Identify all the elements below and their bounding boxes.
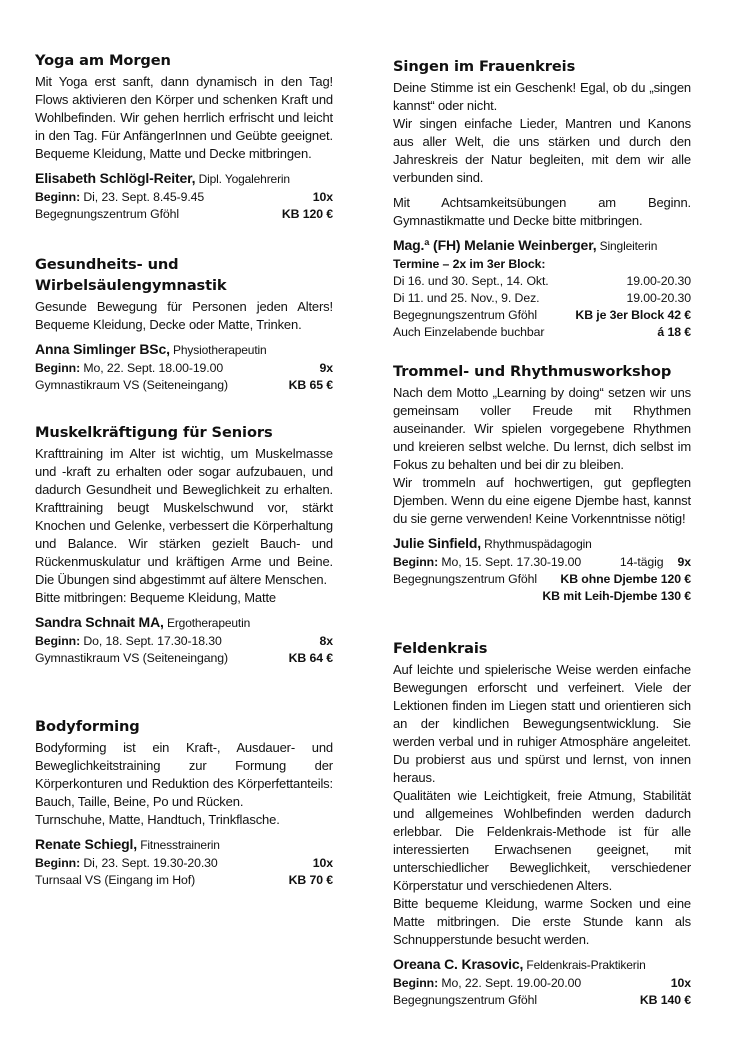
instructor-role: Rhythmuspädagogin xyxy=(481,537,592,551)
info-text: Turnsaal VS (Eingang im Hof) xyxy=(35,873,196,887)
info-row xyxy=(35,872,333,889)
course-title xyxy=(35,716,333,737)
course-title-line: Bodyforming xyxy=(35,718,140,735)
course-description: Gesunde Bewegung für Personen jeden Alters! Bequeme Kleidung, Decke oder Matte, Trinken. xyxy=(35,299,333,332)
info-value: KB 64 € xyxy=(288,651,333,665)
info-label: Beginn: xyxy=(393,555,439,569)
info-value: á 18 € xyxy=(657,325,691,339)
info-value: KB ohne Djembe 120 € xyxy=(560,572,691,586)
info-row xyxy=(393,324,691,341)
info-row xyxy=(393,975,691,992)
info-left xyxy=(393,554,620,571)
info-frequency: 14-tägig xyxy=(619,555,664,569)
info-label: Termine – 2x im 3er Block: xyxy=(393,257,546,271)
info-left xyxy=(35,633,320,650)
course-title-line: Muskelkräftigung für Seniors xyxy=(35,424,273,441)
course-title-line: Singen im Frauenkreis xyxy=(393,58,576,75)
course-yoga xyxy=(35,50,333,223)
course-body xyxy=(35,716,333,889)
course-trommel xyxy=(393,361,691,605)
course-description: Bitte mitbringen: Bequeme Kleidung, Matte xyxy=(35,590,276,605)
info-left xyxy=(35,855,313,872)
course-description: Qualitäten wie Leichtigkeit, freie Atmung, Stabilität und allgemeines Wohlbefinden werden dadurch erlebbar. Die Feldenkrais-Methode ist für alle interessierten Erwachsenen geeignet, mit unterschiedlicher Beweglichkeit, verschiedener Körperstatur und verschiedenen Alters. xyxy=(393,788,691,893)
info-value: KB 65 € xyxy=(288,378,333,392)
info-text: Mo, 22. Sept. 18.00-19.00 xyxy=(80,361,224,375)
instructor-name: Elisabeth Schlögl-Reiter, xyxy=(35,170,196,186)
instructor-name: Julie Sinfield, xyxy=(393,535,481,551)
course-description: Turnschuhe, Matte, Handtuch, Trinkflasche. xyxy=(35,812,280,827)
course-description: Bodyforming ist ein Kraft-, Ausdauer- und Beweglichkeitstraining zur Formung der Körperkonturen und Reduktion des Körperfettanteils: Bauch, Taille, Beine, Po und Rücken. xyxy=(35,740,333,809)
instructor-role: Dipl. Yogalehrerin xyxy=(195,172,290,186)
info-left xyxy=(393,324,657,341)
info-label: Beginn: xyxy=(35,190,81,204)
info-row xyxy=(393,307,691,324)
info-left xyxy=(35,206,282,223)
instructor-name: Mag.ª (FH) Melanie Weinberger, xyxy=(393,237,597,253)
info-left xyxy=(35,189,313,206)
course-singen xyxy=(393,56,691,341)
info-left xyxy=(393,975,671,992)
instructor-role: Singleiterin xyxy=(596,239,658,253)
instructor xyxy=(393,236,691,256)
info-row xyxy=(393,273,691,290)
instructor xyxy=(393,534,691,554)
info-text: Do, 18. Sept. 17.30-18.30 xyxy=(80,634,222,648)
paragraph-gap xyxy=(393,187,691,194)
course-title-line: Gesundheits- und xyxy=(35,256,179,273)
course-title xyxy=(393,56,691,77)
info-text: Di, 23. Sept. 19.30-20.30 xyxy=(80,856,218,870)
info-row xyxy=(393,571,691,588)
instructor xyxy=(393,955,691,975)
info-row xyxy=(35,360,333,377)
info-row xyxy=(35,633,333,650)
course-muskel xyxy=(35,422,333,667)
info-row xyxy=(393,992,691,1009)
info-value: 9x xyxy=(319,361,333,375)
info-label: Beginn: xyxy=(35,856,81,870)
course-title-line: Trommel- und Rhythmusworkshop xyxy=(393,363,672,380)
course-title xyxy=(393,638,691,659)
info-label: Beginn: xyxy=(35,634,81,648)
info-text: Di, 23. Sept. 8.45-9.45 xyxy=(80,190,205,204)
info-left xyxy=(393,273,626,290)
info-text: Gymnastikraum VS (Seiteneingang) xyxy=(35,651,228,665)
info-row xyxy=(35,855,333,872)
info-left xyxy=(35,377,289,394)
course-title-line: Feldenkrais xyxy=(393,640,488,657)
instructor-name: Renate Schiegl, xyxy=(35,836,138,852)
instructor-name: Oreana C. Krasovic, xyxy=(393,956,524,972)
course-description: Nach dem Motto „Learning by doing“ setzen wir uns gemeinsam voller Freude mit Rhythmen auseinander. Wir spielen vorgegebene Rhythmen und kreieren selbst welche. Du lernst, dich selbst im Fokus zu behalten und bei dir zu bleiben. xyxy=(393,385,691,472)
info-row xyxy=(35,189,333,206)
info-left xyxy=(393,256,691,273)
course-title xyxy=(35,422,333,443)
info-row xyxy=(393,256,691,273)
info-row xyxy=(393,554,691,571)
info-value: 9x xyxy=(677,555,691,569)
info-row xyxy=(393,290,691,307)
info-row xyxy=(35,650,333,667)
info-text: Begegnungszentrum Gföhl xyxy=(35,207,179,221)
course-description: Krafttraining im Alter ist wichtig, um Muskelmasse und -kraft zu erhalten oder sogar aufzubauen, und dadurch Gesundheit und Beweglichkeit zu erhalten. Krafttraining beugt Muskelschwund vor, stärkt Knochen und Gelenke, verbessert die Körperhaltung und Balance. Wir stärken gezielt Bauch- und Rückenmuskulatur und kräftigen Arme und Beine. Die Übungen sind abgestimmt auf ältere Menschen. xyxy=(35,446,333,587)
info-value: 19.00-20.30 xyxy=(626,274,691,288)
course-title-line: Yoga am Morgen xyxy=(35,52,171,69)
course-description: Auf leichte und spielerische Weise werden einfache Bewegungen erforscht und verfeinert. Viele der Lektionen finden im Liegen statt und orientieren sich an der kindlichen Bewegungsentwicklung. Sie werden verbal und in ruhiger Atmosphäre angeleitet. Du probierst aus und spürst und lernst, von innen heraus. xyxy=(393,662,691,785)
info-left xyxy=(393,571,560,588)
info-left xyxy=(35,872,289,889)
info-text: Di 16. und 30. Sept., 14. Okt. xyxy=(393,274,549,288)
course-title xyxy=(393,361,691,382)
info-text: Begegnungszentrum Gföhl xyxy=(393,308,537,322)
instructor-role: Physiotherapeutin xyxy=(169,343,267,357)
instructor xyxy=(35,169,333,189)
instructor-name: Sandra Schnait MA, xyxy=(35,614,164,630)
course-description: Mit Yoga erst sanft, dann dynamisch in den Tag! Flows aktivieren den Körper und schenken Kraft und Wohlbefinden. Wir gehen herrlich erfrischt und leicht in den Tag. Für AnfängerInnen und Geübte geeignet. Bequeme Kleidung, Matte und Decke mitbringen. xyxy=(35,74,333,161)
info-value: 10x xyxy=(312,190,333,204)
info-text: Auch Einzelabende buchbar xyxy=(393,325,545,339)
info-value: KB 70 € xyxy=(288,873,333,887)
info-value: 10x xyxy=(312,856,333,870)
info-left xyxy=(35,360,320,377)
course-description: Wir singen einfache Lieder, Mantren und Kanons aus aller Welt, die uns stärken und durch den Jahreskreis der Natur begleiten, mit dem wir alle verbunden sind. xyxy=(393,116,691,185)
instructor-role: Feldenkrais-Praktikerin xyxy=(523,958,646,972)
course-description: Deine Stimme ist ein Geschenk! Egal, ob du „singen kannst“ oder nicht. xyxy=(393,80,691,113)
info-left xyxy=(393,307,575,324)
info-row xyxy=(35,377,333,394)
info-value: 10x xyxy=(670,976,691,990)
info-text: Begegnungszentrum Gföhl xyxy=(393,993,537,1007)
course-title-line: Wirbelsäulengymnastik xyxy=(35,277,227,294)
course-title xyxy=(35,254,333,296)
info-value: KB 140 € xyxy=(639,993,691,1007)
course-title xyxy=(35,50,333,71)
course-feldenkrais xyxy=(393,638,691,1009)
course-description: Wir trommeln auf hochwertigen, gut gepflegten Djemben. Wenn du eine eigene Djembe hast, kannst du sie gerne verwenden! Keine Vorkenntnisse nötig! xyxy=(393,475,691,526)
info-label: Beginn: xyxy=(35,361,81,375)
info-value: KB je 3er Block 42 € xyxy=(575,308,691,322)
info-text: Mo, 22. Sept. 19.00-20.00 xyxy=(438,976,582,990)
info-text: Gymnastikraum VS (Seiteneingang) xyxy=(35,378,228,392)
info-value: KB 120 € xyxy=(281,207,333,221)
course-description: Mit Achtsamkeitsübungen am Beginn. Gymnastikmatte und Decke bitte mitbringen. xyxy=(393,195,691,228)
instructor-role: Fitnesstrainerin xyxy=(137,838,220,852)
info-text: Begegnungszentrum Gföhl xyxy=(393,572,537,586)
info-label: Beginn: xyxy=(393,976,439,990)
info-left xyxy=(393,588,542,605)
course-description: Bitte bequeme Kleidung, warme Socken und eine Matte mitbringen. Die erste Stunde kann als Schnupperstunde besucht werden. xyxy=(393,896,691,947)
info-left xyxy=(35,650,289,667)
instructor xyxy=(35,340,333,360)
instructor xyxy=(35,835,333,855)
info-text: Di 11. und 25. Nov., 9. Dez. xyxy=(393,291,540,305)
info-value: 8x xyxy=(319,634,333,648)
info-value: 19.00-20.30 xyxy=(626,291,691,305)
instructor-name: Anna Simlinger BSc, xyxy=(35,341,170,357)
info-left xyxy=(393,992,640,1009)
info-row xyxy=(35,206,333,223)
info-row xyxy=(393,588,691,605)
info-value: KB mit Leih-Djembe 130 € xyxy=(542,589,691,603)
course-gesund xyxy=(35,254,333,394)
instructor xyxy=(35,613,333,633)
info-left xyxy=(393,290,626,307)
info-text: Mo, 15. Sept. 17.30-19.00 xyxy=(438,555,582,569)
instructor-role: Ergotherapeutin xyxy=(163,616,251,630)
